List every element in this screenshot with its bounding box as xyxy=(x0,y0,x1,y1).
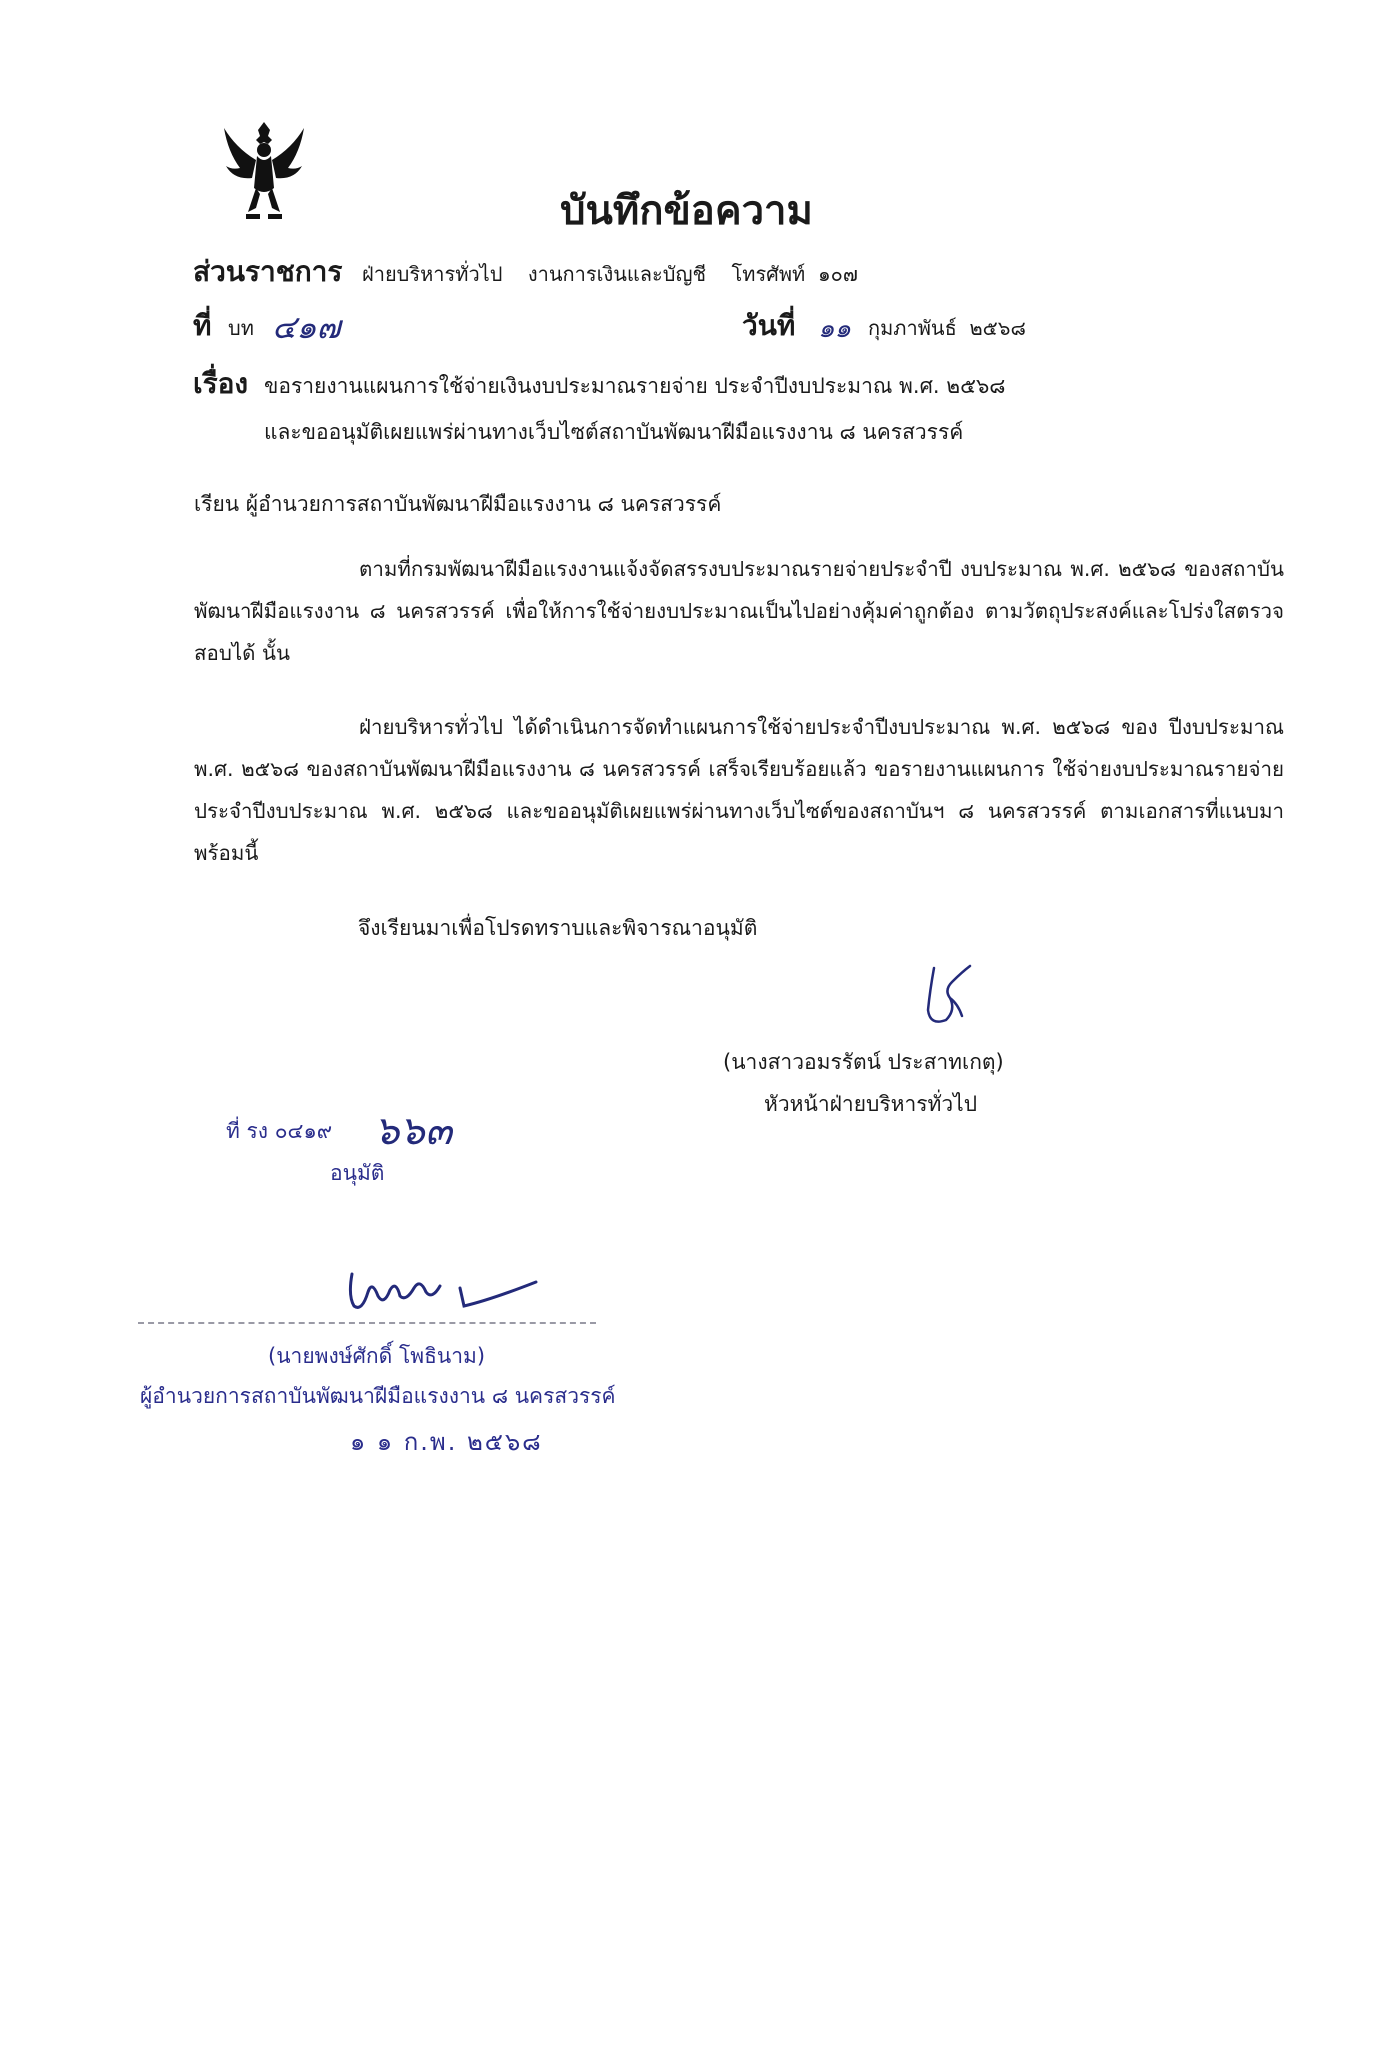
ref-number-handwritten: ๔๑๗ xyxy=(272,308,341,346)
subject-line-2: และขออนุมัติเผยแพร่ผ่านทางเว็บไซต์สถาบันพัฒนาฝีมือแรงงาน ๘ นครสวรรค์ xyxy=(264,420,964,444)
salutation: เรียน ผู้อำนวยการสถาบันพัฒนาฝีมือแรงงาน ๘ นครสวรรค์ xyxy=(194,492,722,516)
date-value: กุมภาพันธ์ ๒๕๖๘ xyxy=(868,316,1026,340)
agency-label: ส่วนราชการ xyxy=(193,255,343,288)
body-paragraph-2-text: ฝ่ายบริหารทั่วไป ได้ดำเนินการจัดทำแผนการใช้จ่ายประจำปีงบประมาณ พ.ศ. ๒๕๖๘ ของ ปีงบประมาณ พ.ศ. ๒๕๖๘ ของสถาบันพัฒนาฝีมือแรงงาน ๘ นครสวรรค์ เสร็จเรียบร้อยแล้ว ขอรายงานแผนการ ใช้จ่ายงบประมาณรายจ่ายประจำปีงบประมาณ พ.ศ. ๒๕๖๘ และขออนุมัติเผยแพร่ผ่านทางเว็บไซต์ของสถาบันฯ ๘ นครสวรรค์ ตามเอกสารที่แนบมาพร้อมนี้ xyxy=(194,715,1284,865)
approval-ref-handwritten: ๖๖๓ xyxy=(374,1108,453,1154)
closing-line: จึงเรียนมาเพื่อโปรดทราบและพิจารณาอนุมัติ xyxy=(358,916,758,940)
ref-prefix: บท xyxy=(228,316,254,340)
memo-title: บันทึกข้อความ xyxy=(560,188,813,234)
signature-line xyxy=(138,1322,596,1324)
signer-position: หัวหน้าฝ่ายบริหารทั่วไป xyxy=(764,1092,978,1116)
body-paragraph-2 xyxy=(194,706,1284,874)
date-label: วันที่ xyxy=(742,309,796,342)
approver-name: (นายพงษ์ศักดิ์ โพธินาม) xyxy=(268,1344,486,1368)
signature-1 xyxy=(900,960,990,1040)
approval-ref: ที่ รง ๐๔๑๙ xyxy=(226,1119,333,1143)
date-day-handwritten: ๑๑ xyxy=(818,314,852,344)
agency-value: ฝ่ายบริหารทั่วไป งานการเงินและบัญชี โทรศัพท์ ๑๐๗ xyxy=(362,262,858,286)
subject-label: เรื่อง xyxy=(193,367,249,400)
approver-position: ผู้อำนวยการสถาบันพัฒนาฝีมือแรงงาน ๘ นครสวรรค์ xyxy=(140,1384,616,1408)
ref-label: ที่ xyxy=(193,309,212,342)
signature-2 xyxy=(340,1262,540,1322)
subject-line-1: ขอรายงานแผนการใช้จ่ายเงินงบประมาณรายจ่าย ประจำปีงบประมาณ พ.ศ. ๒๕๖๘ xyxy=(264,374,1006,398)
body-paragraph-1-text: ตามที่กรมพัฒนาฝีมือแรงงานแจ้งจัดสรรงบประมาณรายจ่ายประจำปี งบประมาณ พ.ศ. ๒๕๖๘ ของสถาบันพัฒนาฝีมือแรงงาน ๘ นครสวรรค์ เพื่อให้การใช้จ่ายงบประมาณเป็นไปอย่างคุ้มค่าถูกต้อง ตามวัตถุประสงค์และโปร่งใสตรวจสอบได้ นั้น xyxy=(194,557,1284,665)
approval-date: ๑ ๑ ก.พ. ๒๕๖๘ xyxy=(350,1428,543,1456)
approval-status: อนุมัติ xyxy=(330,1161,385,1185)
signer-name: (นางสาวอมรรัตน์ ประสาทเกตุ) xyxy=(723,1050,1004,1074)
body-paragraph-1 xyxy=(194,548,1284,674)
